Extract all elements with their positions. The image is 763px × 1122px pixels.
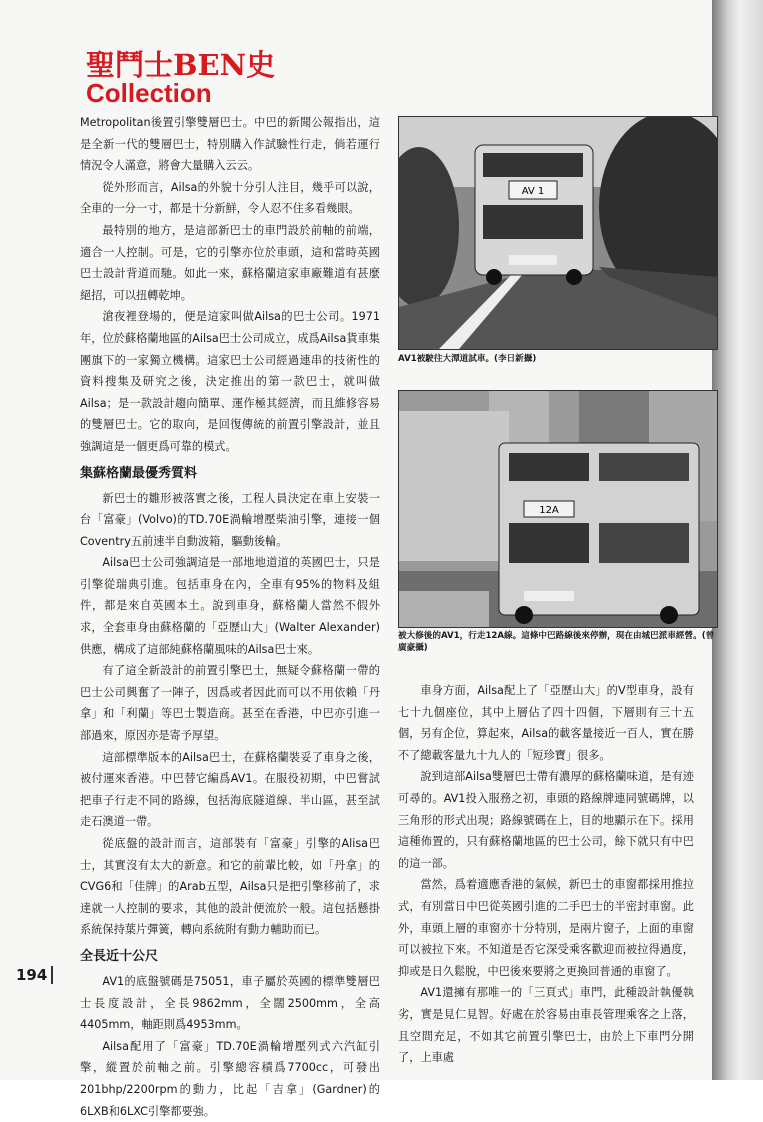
bus-destination-sign: AV 1 (521, 186, 545, 197)
page-gutter (712, 0, 763, 1080)
paragraph: 有了這全新設計的前置引擎巴士，無疑令蘇格蘭一帶的巴士公司興奮了一陣子，因爲或者因此而可以不用依賴「丹拿」和「利蘭」等巴士製造商。甚至在香港，中巴亦引進一部過來，原因亦是寄予厚望。 (80, 664, 380, 743)
paragraph: AV1還擁有那唯一的「三頁式」車門，此種設計執優執劣，實是見仁見智。好處在於容易由車長管理乘客之上落，且空間充足，不如其它前置引擎巴士，由於上下車門分開了，上車處 (398, 986, 694, 1065)
paragraph: 這部標準版本的Ailsa巴士，在蘇格蘭裝妥了車身之後，被付運來香港。中巴替它編爲AV1。在服役初期，中巴嘗試把車子行走不同的路線，包括海底隧道線、半山區，甚至試走石澳道一帶。 (80, 750, 380, 829)
bus-photo-tai-tam (398, 116, 718, 350)
photo-caption: AV1被駛往大潭道試車。(李日新攝) (398, 354, 537, 364)
paragraph: Metropolitan後置引擎雙層巴士。中巴的新聞公報指出，這是全新一代的雙層巴士，特別購入作試驗性行走，倘若運行情況令人滿意，將會大量購入云云。 (80, 116, 380, 173)
left-text-column (80, 112, 380, 1122)
paragraph: 當然，爲着適應香港的氣候，新巴士的車窗都採用推拉式，有別當日中巴從英國引進的二手巴士的半密封車窗。此外，車頭上層的車窗亦十分特別，是兩片窗子，上面的車窗可以被拉下來。不知道是否它深受乘客歡迎而被拉得過度，抑或是日久鬆脫，中巴後來要將之更換回普通的車窗了。 (398, 878, 694, 978)
bus-route-sign: 12A (539, 505, 559, 516)
paragraph: Ailsa配用了「富豪」TD.70E渦輪增壓列式六汽缸引擎，縱置於前軸之前。引擎總容積爲7700cc，可發出201bhp/2200rpm的動力，比起「吉拿」(Gardner)的6LXB和6LXC引擎都要強。 (80, 1039, 380, 1118)
page-number: 194 (16, 966, 53, 984)
right-text-column (398, 680, 694, 1069)
title-chinese: 聖鬥士BEN史 (86, 48, 276, 82)
section-title (86, 50, 275, 108)
title-collection: Collection (86, 78, 212, 109)
paragraph: 最特別的地方，是這部新巴士的車門設於前軸的前端，適合一人控制。可是，它的引擎亦位於車頭，這和當時英國巴士設計背道而馳。如此一來，蘇格蘭這家車廠難道有甚麼絕招，可以扭轉乾坤。 (80, 223, 380, 302)
paragraph: AV1的底盤號碼是75051，車子屬於英國的標準雙層巴士長度設計，全長9862mm，全闊2500mm，全高4405mm，軸距則爲4953mm。 (80, 974, 380, 1032)
paragraph: 車身方面，Ailsa配上了「亞歷山大」的V型車身，設有七十九個座位，其中上層佔了四十四個，下層則有三十五個，另有企位，算起來，Ailsa的載客量接近一百人，實在勝不了總載客量九十九人的「短珍寶」很多。 (398, 684, 694, 762)
subheading: 全長近十公尺 (80, 948, 159, 964)
photo-caption: 被大修後的AV1，行走12A線。這條中巴路線後來停辦，現在由城巴派車經營。(曾廣豪攝) (398, 631, 715, 653)
paragraph: 新巴士的雛形被落實之後，工程人員決定在車上安裝一台「富豪」(Volvo)的TD.70E渦輪增壓柴油引擎，連接一個Coventry五前速半自動波箱，驅動後輪。 (80, 491, 380, 548)
paragraph: Ailsa巴士公司強調這是一部地地道道的英國巴士，只是引擎從瑞典引進。包括車身在內，全車有95%的物料及組件，都是來自英國本土。說到車身，蘇格蘭人當然不假外求，全套車身由蘇格蘭的「亞歷山大」(Walter Alexander)供應，構成了這部純蘇格蘭風味的Ailsa巴士來。 (80, 556, 380, 656)
paragraph: 從底盤的設計而言，這部裝有「富豪」引擎的Alisa巴士，其實沒有太大的新意。和它的前輩比較，如「丹拿」的CVG6和「佳牌」的Arab五型，Ailsa只是把引擎移前了，求達就一人控制的要求，其他的設計便流於一般。這包括懸掛系統保持葉片彈簧，轉向系統附有動力輔助而已。 (80, 837, 380, 937)
paragraph: 說到這部Ailsa雙層巴士帶有濃厚的蘇格蘭味道，是有迹可尋的。AV1投入服務之初，車頭的路線牌連同號碼牌，以三角形的形式出現；路線號碼在上，目的地顯示在下。採用這種佈置的，只有蘇格蘭地區的巴士公司，餘下就只有中巴的這一部。 (398, 770, 694, 870)
paragraph: 從外形而言，Ailsa的外貌十分引人注目，幾乎可以說，全車的一分一寸，都是十分新鮮，令人忍不住多看幾眼。 (80, 180, 380, 216)
paragraph: 滄夜裡登場的，便是這家叫做Ailsa的巴士公司。1971年，位於蘇格蘭地區的Ailsa巴士公司成立，成爲Ailsa貨車集團旗下的一家獨立機構。這家巴士公司經過連串的技術性的資料搜集及研究之後，決定推出的第一款巴士，就叫做Ailsa；是一款設計趨向簡單、運作極其經濟，而且維修容易的雙層巴士。它的取向，是回復傳統的前置引擎設計，並且強調這是一個更爲可靠的模式。 (80, 310, 380, 453)
subheading: 集蘇格蘭最優秀質料 (80, 465, 198, 481)
bus-photo-route-12a (398, 390, 718, 628)
